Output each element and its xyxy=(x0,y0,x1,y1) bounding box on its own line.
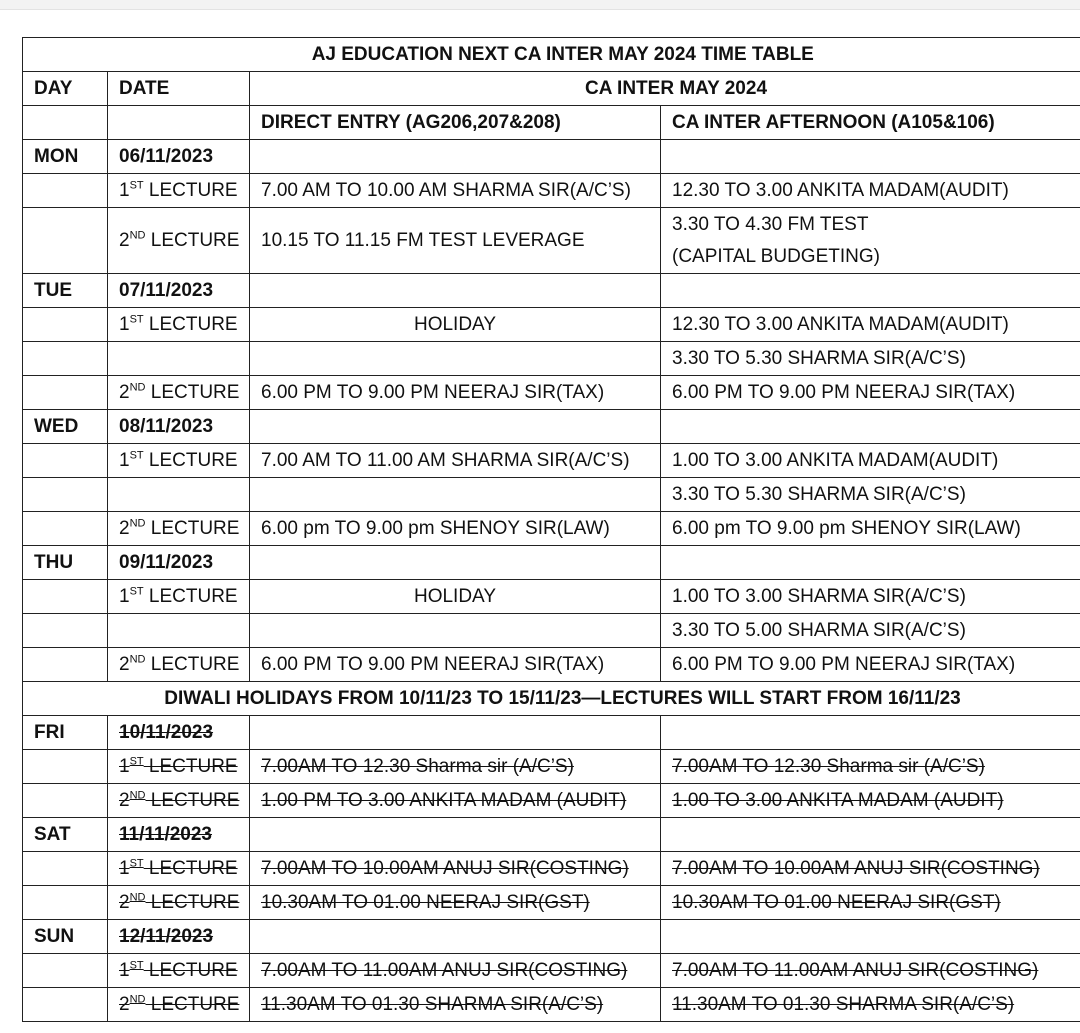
day-cell: THU xyxy=(23,546,108,580)
day-row-sat xyxy=(23,818,1080,852)
second-lecture-label: 2ND LECTURE xyxy=(108,512,250,546)
first-lecture-label: 1ST LECTURE xyxy=(108,308,250,342)
second-lecture-label: 2ND LECTURE xyxy=(108,784,250,818)
first-lecture-label: 1ST LECTURE xyxy=(108,954,250,988)
date-cell: 08/11/2023 xyxy=(108,410,250,444)
schedule-cell: 6.00 PM TO 9.00 PM NEERAJ SIR(TAX) xyxy=(661,376,1080,410)
cancelled-schedule-cell: 7.00AM TO 10.00AM ANUJ SIR(COSTING) xyxy=(661,852,1080,886)
lecture-row xyxy=(23,376,1080,410)
lecture-row xyxy=(23,750,1080,784)
lecture-row xyxy=(23,648,1080,682)
lecture-row xyxy=(23,886,1080,920)
cancelled-schedule-cell: 7.00AM TO 12.30 Sharma sir (A/C’S) xyxy=(250,750,661,784)
day-cell: WED xyxy=(23,410,108,444)
lecture-row xyxy=(23,580,1080,614)
schedule-cell: 3.30 TO 5.00 SHARMA SIR(A/C’S) xyxy=(661,614,1080,648)
title-row xyxy=(23,38,1080,72)
window-top-bar xyxy=(0,0,1080,10)
lecture-row xyxy=(23,954,1080,988)
lecture-row xyxy=(23,988,1080,1022)
date-cell: 11/11/2023 xyxy=(108,818,250,852)
lecture-row xyxy=(23,208,1080,274)
schedule-cell: 12.30 TO 3.00 ANKITA MADAM(AUDIT) xyxy=(661,308,1080,342)
day-cell: SUN xyxy=(23,920,108,954)
diwali-holiday-notice: DIWALI HOLIDAYS FROM 10/11/23 TO 15/11/23—LECTURES WILL START FROM 16/11/23 xyxy=(23,682,1080,716)
lecture-row xyxy=(23,308,1080,342)
day-row-sun xyxy=(23,920,1080,954)
second-lecture-label: 2ND LECTURE xyxy=(108,648,250,682)
cancelled-schedule-cell: 7.00AM TO 12.30 Sharma sir (A/C’S) xyxy=(661,750,1080,784)
afternoon-batch-header: CA INTER AFTERNOON (A105&106) xyxy=(661,106,1080,140)
day-row-thu xyxy=(23,546,1080,580)
first-lecture-label: 1ST LECTURE xyxy=(108,750,250,784)
day-row-wed xyxy=(23,410,1080,444)
cancelled-schedule-cell: 11.30AM TO 01.30 SHARMA SIR(A/C’S) xyxy=(250,988,661,1022)
holiday-cell: HOLIDAY xyxy=(250,580,661,614)
schedule-cell: 12.30 TO 3.00 ANKITA MADAM(AUDIT) xyxy=(661,174,1080,208)
holiday-cell: HOLIDAY xyxy=(250,308,661,342)
schedule-cell: 6.00 PM TO 9.00 PM NEERAJ SIR(TAX) xyxy=(250,376,661,410)
subheader-row xyxy=(23,106,1080,140)
lecture-row xyxy=(23,512,1080,546)
direct-entry-header: DIRECT ENTRY (AG206,207&208) xyxy=(250,106,661,140)
first-lecture-label: 1ST LECTURE xyxy=(108,580,250,614)
diwali-notice-row xyxy=(23,682,1080,716)
header-row xyxy=(23,72,1080,106)
course-group-header: CA INTER MAY 2024 xyxy=(250,72,1080,106)
cancelled-schedule-cell: 7.00AM TO 10.00AM ANUJ SIR(COSTING) xyxy=(250,852,661,886)
date-cell: 12/11/2023 xyxy=(108,920,250,954)
schedule-cell: 1.00 TO 3.00 ANKITA MADAM(AUDIT) xyxy=(661,444,1080,478)
cancelled-schedule-cell: 7.00AM TO 11.00AM ANUJ SIR(COSTING) xyxy=(250,954,661,988)
schedule-cell: 6.00 PM TO 9.00 PM NEERAJ SIR(TAX) xyxy=(250,648,661,682)
first-lecture-label: 1ST LECTURE xyxy=(108,444,250,478)
date-cell: 06/11/2023 xyxy=(108,140,250,174)
schedule-cell: 6.00 PM TO 9.00 PM NEERAJ SIR(TAX) xyxy=(661,648,1080,682)
day-cell: SAT xyxy=(23,818,108,852)
cancelled-schedule-cell: 1.00 TO 3.00 ANKITA MADAM (AUDIT) xyxy=(661,784,1080,818)
schedule-cell: 3.30 TO 5.30 SHARMA SIR(A/C’S) xyxy=(661,478,1080,512)
day-row-tue xyxy=(23,274,1080,308)
cancelled-schedule-cell: 10.30AM TO 01.00 NEERAJ SIR(GST) xyxy=(250,886,661,920)
second-lecture-label: 2ND LECTURE xyxy=(108,988,250,1022)
schedule-cell: 3.30 TO 4.30 FM TEST (CAPITAL BUDGETING) xyxy=(661,208,1080,274)
day-row-mon xyxy=(23,140,1080,174)
second-lecture-label: 2ND LECTURE xyxy=(108,886,250,920)
lecture-row xyxy=(23,614,1080,648)
day-cell: MON xyxy=(23,140,108,174)
date-cell: 10/11/2023 xyxy=(108,716,250,750)
day-row-fri xyxy=(23,716,1080,750)
date-column-header: DATE xyxy=(108,72,250,106)
schedule-cell: 10.15 TO 11.15 FM TEST LEVERAGE xyxy=(250,208,661,274)
second-lecture-label: 2ND LECTURE xyxy=(108,376,250,410)
first-lecture-label: 1ST LECTURE xyxy=(108,852,250,886)
day-cell: TUE xyxy=(23,274,108,308)
lecture-row xyxy=(23,444,1080,478)
lecture-row xyxy=(23,784,1080,818)
timetable xyxy=(22,37,1080,1022)
schedule-cell: 6.00 pm TO 9.00 pm SHENOY SIR(LAW) xyxy=(661,512,1080,546)
timetable-title: AJ EDUCATION NEXT CA INTER MAY 2024 TIME TABLE xyxy=(23,38,1080,72)
schedule-cell: 7.00 AM TO 10.00 AM SHARMA SIR(A/C’S) xyxy=(250,174,661,208)
schedule-cell: 3.30 TO 5.30 SHARMA SIR(A/C’S) xyxy=(661,342,1080,376)
date-cell: 09/11/2023 xyxy=(108,546,250,580)
cancelled-schedule-cell: 10.30AM TO 01.00 NEERAJ SIR(GST) xyxy=(661,886,1080,920)
schedule-cell: 7.00 AM TO 11.00 AM SHARMA SIR(A/C’S) xyxy=(250,444,661,478)
cancelled-schedule-cell: 7.00AM TO 11.00AM ANUJ SIR(COSTING) xyxy=(661,954,1080,988)
day-cell: FRI xyxy=(23,716,108,750)
first-lecture-label: 1ST LECTURE xyxy=(108,174,250,208)
lecture-row xyxy=(23,478,1080,512)
second-lecture-label: 2ND LECTURE xyxy=(108,208,250,274)
date-cell: 07/11/2023 xyxy=(108,274,250,308)
day-column-header: DAY xyxy=(23,72,108,106)
lecture-row xyxy=(23,342,1080,376)
lecture-row xyxy=(23,174,1080,208)
schedule-cell: 6.00 pm TO 9.00 pm SHENOY SIR(LAW) xyxy=(250,512,661,546)
cancelled-schedule-cell: 11.30AM TO 01.30 SHARMA SIR(A/C’S) xyxy=(661,988,1080,1022)
cancelled-schedule-cell: 1.00 PM TO 3.00 ANKITA MADAM (AUDIT) xyxy=(250,784,661,818)
lecture-row xyxy=(23,852,1080,886)
schedule-cell: 1.00 TO 3.00 SHARMA SIR(A/C’S) xyxy=(661,580,1080,614)
